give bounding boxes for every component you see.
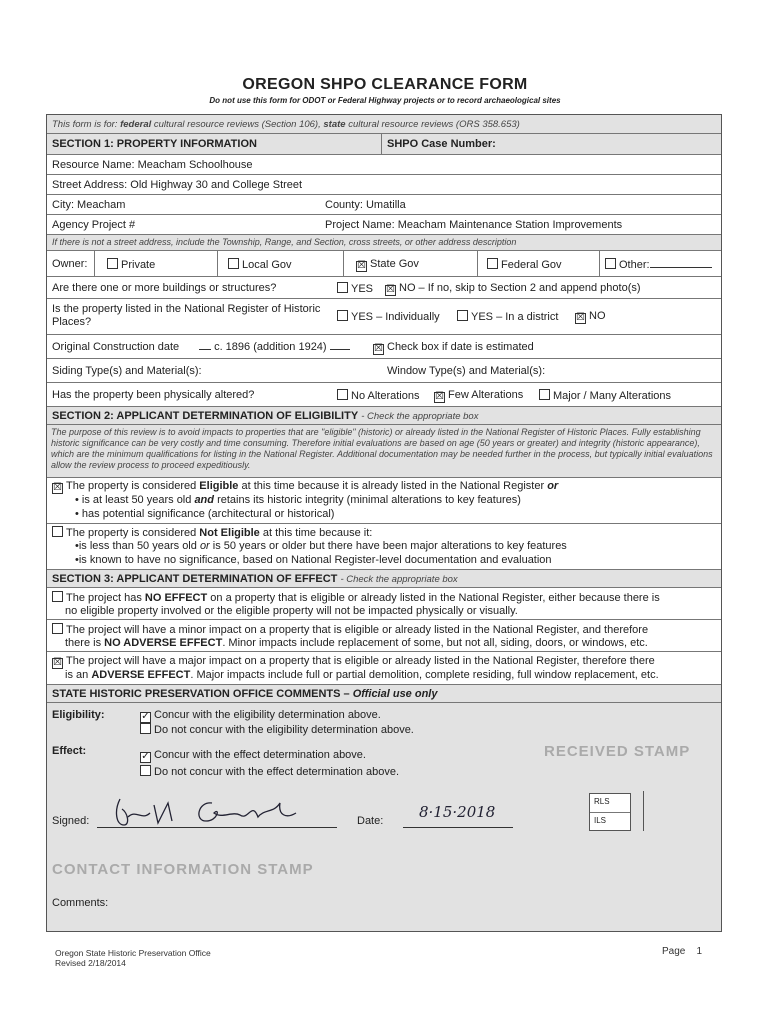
- signature-stroke: [128, 803, 172, 823]
- signed-label: Signed:: [52, 815, 90, 827]
- construction-row: [47, 335, 721, 359]
- not-eligible-bullet-2: •is known to have no significance, based on National Register-level documentation and evaluation: [75, 554, 552, 566]
- shpo-header: [47, 685, 721, 703]
- eligible-bullet-1: • is at least 50 years old and retains its historic integrity (minimal alterations to key features): [75, 494, 521, 506]
- owner-label: Owner:: [52, 258, 88, 270]
- checkbox[interactable]: [140, 723, 151, 734]
- owner-row: [47, 251, 721, 277]
- street-address: Street Address: Old Highway 30 and College Street: [52, 179, 303, 191]
- date-label: Date:: [357, 815, 384, 827]
- checkbox[interactable]: [52, 591, 63, 602]
- checkbox[interactable]: [605, 258, 616, 269]
- section3-heading: SECTION 3: APPLICANT DETERMINATION OF EFFECT: [52, 573, 338, 585]
- owner-private[interactable]: Private: [107, 258, 155, 271]
- altered-row: [47, 383, 721, 407]
- date-line: [403, 827, 513, 828]
- clearance-form: [46, 114, 722, 932]
- section3-note: - Check the appropriate box: [340, 574, 458, 585]
- resource-name-row: [47, 155, 721, 175]
- purpose-text: The purpose of this review is to avoid impacts to properties that are "eligible" (historic) or already listed in the National Register of Historic Places. Fully establishing historic significance can be very costly and time consuming. Therefore initial evaluations are based on age (50 years or greater) and integrity (historic appearance), which are the minimum qualifications for listing in the National Register. Additional documentation may be needed further in the process, but typically initial evaluations allow the review process to proceed expeditiously.: [51, 427, 713, 470]
- no-alterations[interactable]: No Alterations: [337, 389, 419, 402]
- project-row: [47, 215, 721, 235]
- shpo-heading-wrap: [52, 688, 437, 700]
- listed-individually[interactable]: YES – Individually: [337, 310, 440, 323]
- section2-note: - Check the appropriate box: [361, 411, 479, 422]
- address-note-row: [47, 235, 721, 251]
- rls-ils-box: [589, 793, 631, 831]
- eligible-bullet-2: • has potential significance (architectural or historical): [75, 508, 335, 520]
- purpose-row: [47, 425, 721, 478]
- form-subtitle: Do not use this form for ODOT or Federal Highway projects or to record archaeological sites: [209, 96, 561, 105]
- effect-not-concur[interactable]: Do not concur with the effect determination above.: [140, 765, 399, 779]
- siding-row: [47, 359, 721, 383]
- resource-name: Resource Name: Meacham Schoolhouse: [52, 159, 253, 171]
- signature-stroke: [117, 799, 128, 825]
- office-name: Oregon State Historic Preservation Office: [55, 948, 211, 958]
- listed-no[interactable]: ☒ NO: [576, 310, 606, 323]
- effect-label: Effect:: [52, 745, 87, 757]
- signature: [102, 791, 302, 831]
- section3-header: [47, 570, 721, 588]
- page-number: 1: [696, 946, 703, 957]
- checkbox[interactable]: [487, 258, 498, 269]
- agency-project: Agency Project #: [52, 219, 136, 231]
- date-estimated[interactable]: ☒ Check box if date is estimated: [374, 341, 534, 354]
- effect-concur[interactable]: ✓ Concur with the effect determination above.: [141, 749, 366, 762]
- checkbox[interactable]: [457, 310, 468, 321]
- no-effect-row: [47, 588, 721, 620]
- ils-label: ILS: [594, 816, 607, 825]
- listed-district[interactable]: YES – In a district: [457, 310, 558, 323]
- checkbox[interactable]: [539, 389, 550, 400]
- section2-heading: SECTION 2: APPLICANT DETERMINATION OF ELIGIBILITY: [52, 410, 359, 422]
- rls-label: RLS: [594, 797, 610, 806]
- adverse-line-2: is an ADVERSE EFFECT. Major impacts include full or partial demolition, complete residing, full window replacement, etc.: [65, 669, 659, 681]
- shpo-note: Official use only: [352, 688, 438, 700]
- checkbox-checked[interactable]: ☒: [374, 343, 383, 354]
- received-stamp: RECEIVED STAMP: [544, 743, 691, 760]
- city-row: [47, 195, 721, 215]
- intro-text: This form is for: federal cultural resource reviews (Section 106), state cultural resource reviews (ORS 358.653): [52, 119, 520, 130]
- elig-not-concur[interactable]: Do not concur with the eligibility determination above.: [140, 723, 414, 737]
- eligible-option[interactable]: ☒ The property is considered Eligible at this time because it is already listed in the National Register or: [53, 480, 559, 493]
- adverse-row: [47, 652, 721, 685]
- buildings-no[interactable]: ☒ NO – If no, skip to Section 2 and append photo(s): [386, 282, 641, 295]
- checkbox-checked[interactable]: ☒: [53, 482, 62, 493]
- eligible-row: [47, 478, 721, 524]
- contact-stamp: CONTACT INFORMATION STAMP: [52, 861, 314, 878]
- not-eligible-bullet-1: •is less than 50 years old or is 50 years or older but there have been major alterations to key features: [75, 540, 567, 552]
- section1-heading: SECTION 1: PROPERTY INFORMATION: [52, 138, 257, 150]
- no-adverse-option[interactable]: The project will have a minor impact on a property that is eligible or already listed in the National Register, and therefore: [52, 623, 648, 637]
- construction-label: Original Construction date: [52, 341, 180, 353]
- form-title: OREGON SHPO CLEARANCE FORM: [242, 76, 528, 93]
- footer-office: [55, 948, 211, 968]
- adverse-option[interactable]: ☒ The project will have a major impact on a property that is eligible or already listed in the National Register, therefore there: [53, 655, 655, 668]
- signature-stroke: [199, 803, 296, 821]
- section1-header: [47, 134, 721, 155]
- checkbox-checked[interactable]: ☒: [435, 391, 444, 402]
- checkbox[interactable]: [337, 282, 348, 293]
- section2-heading-wrap: [52, 410, 478, 422]
- checkbox[interactable]: [337, 389, 348, 400]
- no-effect-line-2: no eligible property involved or the eligible property will not be impacted physically or visually.: [65, 605, 518, 617]
- altered-question: Has the property been physically altered?: [52, 389, 255, 401]
- few-alterations[interactable]: ☒ Few Alterations: [435, 389, 524, 402]
- checkbox[interactable]: [107, 258, 118, 269]
- siding-label: Siding Type(s) and Material(s):: [52, 365, 202, 377]
- checkbox-checked[interactable]: ☒: [357, 260, 366, 271]
- owner-state-gov[interactable]: ☒ State Gov: [357, 258, 419, 271]
- checkbox[interactable]: [337, 310, 348, 321]
- checkbox[interactable]: [52, 526, 63, 537]
- elig-concur[interactable]: ✓ Concur with the eligibility determination above.: [141, 709, 381, 722]
- checkbox[interactable]: [140, 765, 151, 776]
- owner-federal-gov[interactable]: Federal Gov: [487, 258, 562, 271]
- section2-header: [47, 407, 721, 425]
- checkbox-checked[interactable]: ☒: [53, 657, 62, 668]
- page-number-wrap: [662, 947, 702, 957]
- buildings-question: Are there one or more buildings or structures?: [52, 282, 277, 294]
- checkbox-checked[interactable]: ☒: [386, 284, 395, 295]
- section3-heading-wrap: [52, 573, 458, 585]
- shpo-case-label: SHPO Case Number:: [387, 138, 496, 150]
- city: City: Meacham: [52, 199, 126, 211]
- street-address-row: [47, 175, 721, 195]
- window-label: Window Type(s) and Material(s):: [387, 365, 546, 377]
- eligibility-label: Eligibility:: [52, 709, 105, 721]
- major-alterations[interactable]: Major / Many Alterations: [539, 389, 671, 402]
- buildings-yes[interactable]: YES: [337, 282, 373, 295]
- checkbox-checked[interactable]: ✓: [141, 751, 150, 762]
- not-eligible-row: [47, 524, 721, 570]
- date-value: 8·15·2018: [419, 803, 496, 821]
- owner-other[interactable]: Other:: [605, 258, 712, 271]
- checkbox[interactable]: [52, 623, 63, 634]
- listed-row: [47, 299, 721, 335]
- construction-value: c. 1896 (addition 1924): [199, 341, 350, 353]
- listed-question: Is the property listed in the National Register of Historic Places?: [52, 303, 321, 328]
- checkbox[interactable]: [228, 258, 239, 269]
- comments-label: Comments:: [52, 897, 109, 909]
- no-adverse-row: [47, 620, 721, 652]
- county: County: Umatilla: [325, 199, 406, 211]
- intro-row: [47, 115, 721, 134]
- box-divider: [643, 791, 644, 831]
- checkbox-checked[interactable]: ☒: [576, 312, 585, 323]
- owner-local-gov[interactable]: Local Gov: [228, 258, 292, 271]
- page-label: Page: [662, 946, 686, 957]
- address-note: If there is not a street address, include the Township, Range, and Section, cross streets, or other address description: [52, 237, 517, 247]
- shpo-area: [47, 703, 721, 931]
- no-adverse-line-2: there is NO ADVERSE EFFECT. Minor impacts include replacement of some, but not all, siding, doors, or windows, etc.: [65, 637, 648, 649]
- buildings-row: [47, 277, 721, 299]
- project-name: Project Name: Meacham Maintenance Station Improvements: [325, 219, 623, 231]
- no-effect-option[interactable]: The project has NO EFFECT on a property that is eligible or already listed in the National Register, either because there is: [52, 591, 660, 605]
- not-eligible-option[interactable]: The property is considered Not Eligible at this time because it:: [52, 526, 372, 540]
- shpo-heading: STATE HISTORIC PRESERVATION OFFICE COMMENTS –: [52, 688, 350, 700]
- revised-date: Revised 2/18/2014: [55, 958, 126, 968]
- checkbox-checked[interactable]: ✓: [141, 711, 150, 722]
